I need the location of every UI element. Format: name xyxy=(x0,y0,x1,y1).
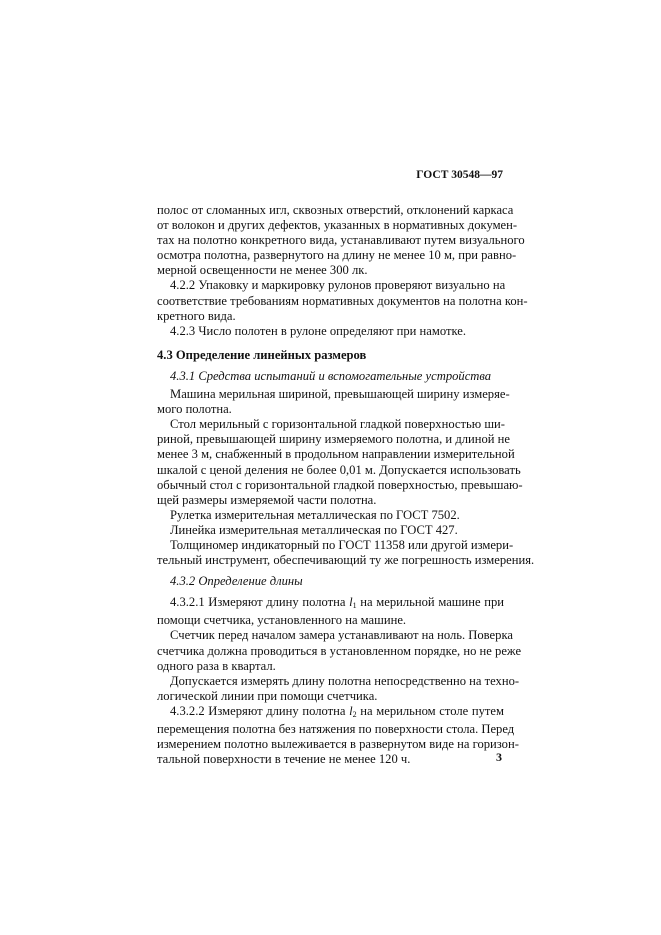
variable-subscript: 2 xyxy=(352,709,357,719)
paragraph xyxy=(157,508,504,523)
paragraph xyxy=(157,537,535,568)
text-line: Рулетка измерительная металлическая по ГОСТ 7502. xyxy=(170,507,460,522)
text-line: щей размеры измеряемой части полотна. xyxy=(157,492,377,507)
text-fragment: на мерильной машине при xyxy=(360,595,504,610)
text-line: 4.2.2 Упаковку и маркировку рулонов проверяют визуально на xyxy=(170,278,506,293)
block-4-2 xyxy=(157,203,528,339)
text-line: менее 3 м, снабженный в продольном направлении измерительной xyxy=(157,447,515,462)
text-fragment: 4.3.2.1 Измеряют длину полотна xyxy=(170,595,346,610)
document-header: ГОСТ 30548—97 xyxy=(416,169,503,181)
text-line: 4.2.3 Число полотен в рулоне определяют при намотке. xyxy=(170,323,467,338)
text-line: шкалой с ценой деления не более 0,01 м. Допускается использовать xyxy=(157,462,521,477)
document-body xyxy=(157,203,535,767)
text-line: Счетчик перед началом замера устанавливают на ноль. Поверка xyxy=(170,628,513,643)
text-line: соответствие требованиям нормативных документов на полотна кон- xyxy=(157,293,528,308)
text-line: кретного вида. xyxy=(157,308,236,323)
text-line xyxy=(157,595,504,613)
variable-subscript: 1 xyxy=(352,601,357,611)
page-number: 3 xyxy=(496,750,502,764)
text-line: Машина мерильная шириной, превышающей ширину измеряе- xyxy=(170,387,510,402)
subsection-heading-4-3-1: 4.3.1 Средства испытаний и вспомогательные устройства xyxy=(170,368,492,383)
text-line: Линейка измерительная металлическая по ГОСТ 427. xyxy=(170,522,458,537)
text-line: перемещения полотна без натяжения по поверхности стола. Перед xyxy=(157,722,515,736)
text-line: логической линии при помощи счетчика. xyxy=(157,688,378,703)
text-line: Толщиномер индикаторный по ГОСТ 11358 или другой измери- xyxy=(170,537,514,552)
block-4-3-1 xyxy=(157,387,535,568)
paragraph xyxy=(157,278,528,323)
paragraph xyxy=(157,523,504,538)
section-heading-4-3: 4.3 Определение линейных размеров xyxy=(157,347,367,362)
text-fragment: на мерильном столе путем xyxy=(360,703,504,718)
paragraph xyxy=(157,324,504,339)
paragraph xyxy=(157,387,510,417)
text-line: мерной освещенности не менее 300 лк. xyxy=(157,263,368,278)
block-4-3-2-1-cont xyxy=(157,628,522,703)
variable-l: l xyxy=(349,595,353,610)
text-line: Допускается измерять длину полотна непосредственно на техно- xyxy=(170,673,520,688)
variable-l: l xyxy=(349,703,353,718)
paragraph xyxy=(157,628,522,673)
text-fragment: 4.3.2.2 Измеряют длину полотна xyxy=(170,703,346,718)
text-line: одного раза в квартал. xyxy=(157,658,276,673)
text-line: тельный инструмент, обеспечивающий ту же погрешность измерения. xyxy=(157,553,535,568)
text-line: измерением полотно вылеживается в развернутом виде на горизон- xyxy=(157,737,519,752)
text-line: осмотра полотна, развернутого на длину не менее 10 м, при равно- xyxy=(157,248,517,263)
paragraph-4-3-2-2 xyxy=(157,703,519,767)
text-line: полос от сломанных игл, сквозных отверстий, отклонений каркаса xyxy=(157,203,514,217)
text-line: Стол мерильный с горизонтальной гладкой поверхностью ши- xyxy=(170,417,505,432)
text-line: помощи счетчика, установленного на машине. xyxy=(157,613,407,628)
text-line: мого полотна. xyxy=(157,402,232,417)
text-line: обычный стол с горизонтальной гладкой поверхностью, превышаю- xyxy=(157,477,523,492)
paragraph xyxy=(157,417,523,508)
text-line: тах на полотно конкретного вида, устанавливают путем визуального xyxy=(157,233,525,248)
text-line xyxy=(157,704,504,722)
paragraph-4-3-2-1 xyxy=(157,595,504,628)
text-line: от волокон и других дефектов, указанных в нормативных докумен- xyxy=(157,218,518,233)
text-line: риной, превышающей ширину измеряемого полотна, и длиной не xyxy=(157,432,510,447)
paragraph xyxy=(157,673,520,704)
text-line: тальной поверхности в течение не менее 120 ч. xyxy=(157,752,411,767)
paragraph xyxy=(157,203,525,278)
subsection-heading-4-3-2: 4.3.2 Определение длины xyxy=(170,574,303,589)
text-line: счетчика должна проводиться в установленном порядке, но не реже xyxy=(157,643,522,658)
